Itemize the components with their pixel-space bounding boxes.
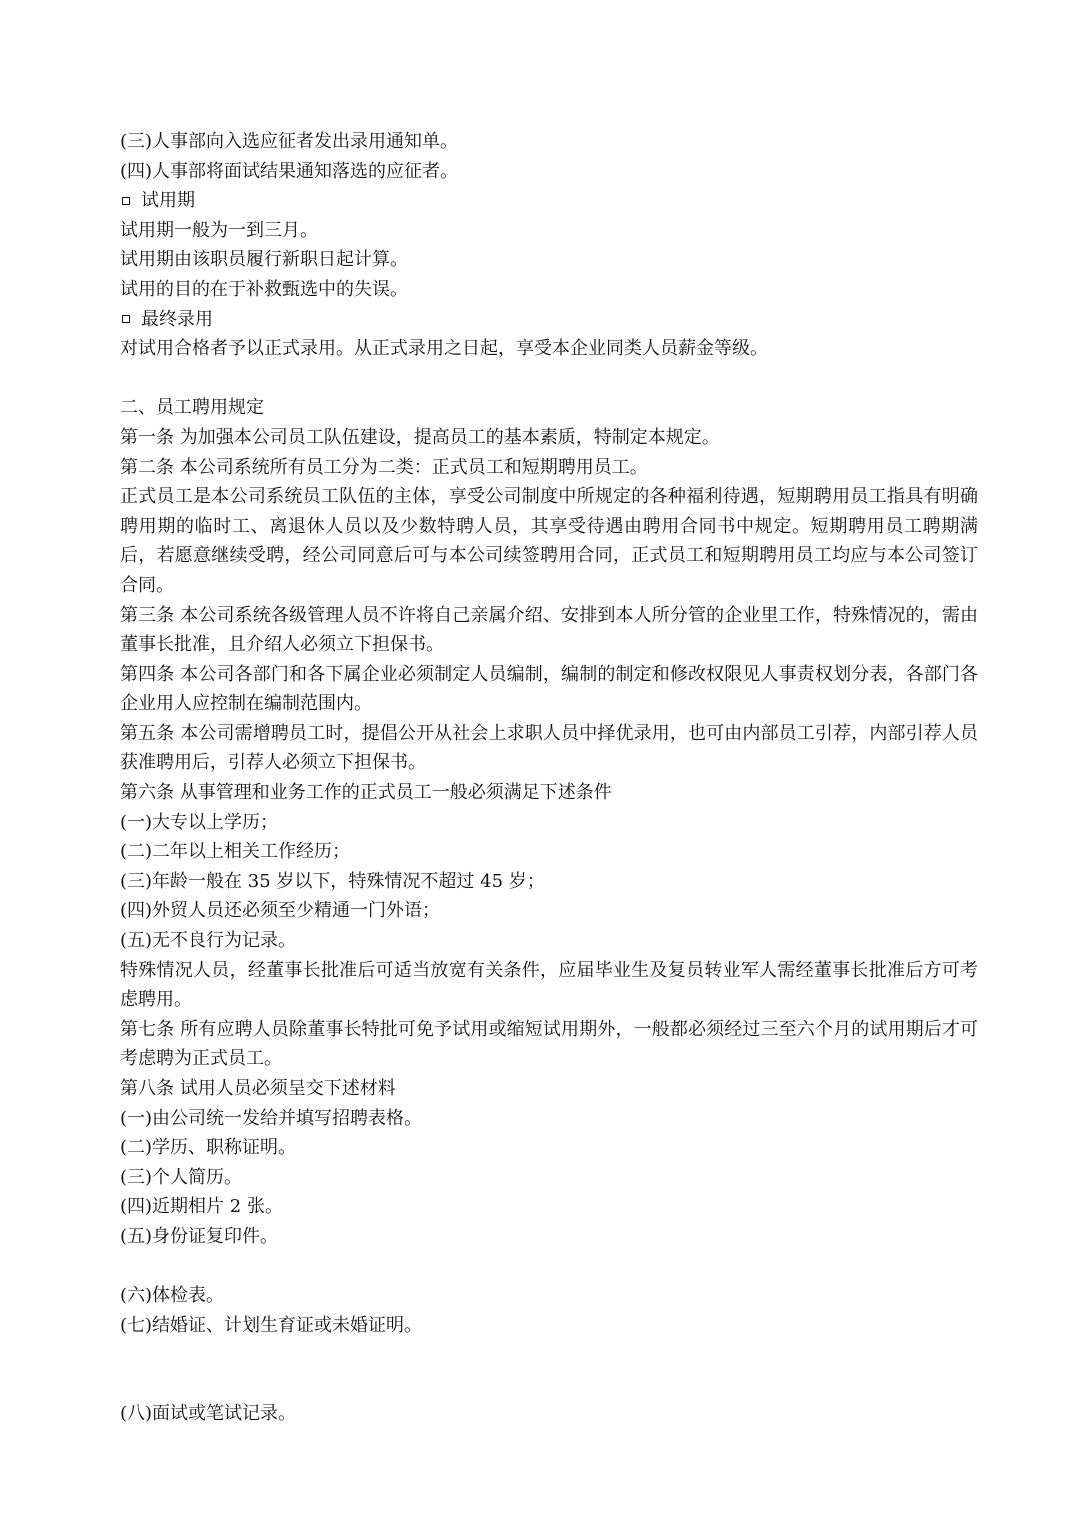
article-6-item: (五)无不良行为记录。 [120, 930, 297, 952]
final-heading-text: 最终录用 [141, 308, 213, 330]
article-6-item: (四)外贸人员还必须至少精通一门外语； [120, 900, 441, 922]
article-4: 第四条 本公司各部门和各下属企业必须制定人员编制，编制的制定和修改权限见人事责权划分表，各部门各企业用人应控制在编制范围内。 [120, 663, 978, 715]
article-8-item: (一)由公司统一发给并填写招聘表格。 [120, 1107, 423, 1129]
article-8-item: (七)结婚证、计划生育证或未婚证明。 [120, 1314, 423, 1336]
trial-line-3: 试用的目的在于补救甄选中的失误。 [120, 278, 408, 300]
article-6-item: (二)二年以上相关工作经历； [120, 841, 351, 863]
trial-line-2: 试用期由该职员履行新职日起计算。 [120, 249, 408, 271]
trial-heading-text: 试用期 [141, 190, 195, 212]
article-8-item: (二)学历、职称证明。 [120, 1137, 297, 1159]
article-2: 第二条 本公司系统所有员工分为二类：正式员工和短期聘用员工。 [120, 456, 648, 478]
intro-line-3: (三)人事部向入选应征者发出录用通知单。 [120, 131, 459, 152]
article-8: 第八条 试用人员必须呈交下述材料 [120, 1078, 396, 1099]
document-body [120, 127, 978, 1429]
article-8-item: (五)身份证复印件。 [120, 1225, 279, 1247]
trial-line-1: 试用期一般为一到三月。 [120, 219, 318, 241]
article-8-item: (三)个人简历。 [120, 1166, 243, 1188]
blank-line [120, 1252, 978, 1282]
square-bullet-icon [122, 197, 130, 205]
article-3: 第三条 本公司系统各级管理人员不许将自己亲属介绍、安排到本人所分管的企业里工作，特殊情况的，需由董事长批准，且介绍人必须立下担保书。 [120, 604, 978, 656]
article-6-item: (三)年龄一般在 35 岁以下，特殊情况不超过 45 岁； [120, 870, 545, 892]
article-2-detail: 正式员工是本公司系统员工队伍的主体，享受公司制度中所规定的各种福利待遇，短期聘用员工指具有明确聘用期的临时工、离退休人员以及少数特聘人员，其享受待遇由聘用合同书中规定。短期聘用员工聘期满后，若愿意继续受聘，经公司同意后可与本公司续签聘用合同，正式员工和短期聘用员工均应与本公司签订合同。 [120, 486, 978, 596]
final-heading [120, 305, 978, 335]
blank-lines [120, 1340, 978, 1399]
article-5: 第五条 本公司需增聘员工时，提倡公开从社会上求职人员中择优录用，也可由内部员工引荐，内部引荐人员获准聘用后，引荐人必须立下担保书。 [120, 722, 978, 774]
square-bullet-icon [122, 315, 130, 323]
article-6-note: 特殊情况人员，经董事长批准后可适当放宽有关条件，应届毕业生及复员转业军人需经董事长批准后方可考虑聘用。 [120, 959, 978, 1011]
article-8-item-last: (八)面试或笔试记录。 [120, 1403, 297, 1425]
article-8-item: (六)体检表。 [120, 1285, 225, 1307]
intro-line-4: (四)人事部将面试结果通知落选的应征者。 [120, 160, 459, 182]
blank-line [120, 364, 978, 394]
article-7: 第七条 所有应聘人员除董事长特批可免予试用或缩短试用期外，一般都必须经过三至六个月的试用期后才可考虑聘为正式员工。 [120, 1018, 978, 1070]
article-6-item: (一)大专以上学历； [120, 811, 279, 833]
article-6: 第六条 从事管理和业务工作的正式员工一般必须满足下述条件 [120, 782, 612, 804]
article-1: 第一条 为加强本公司员工队伍建设，提高员工的基本素质，特制定本规定。 [120, 426, 720, 448]
trial-heading [120, 186, 978, 216]
section-heading: 二、员工聘用规定 [120, 397, 264, 419]
article-8-item: (四)近期相片 2 张。 [120, 1196, 283, 1218]
final-text: 对试用合格者予以正式录用。从正式录用之日起，享受本企业同类人员薪金等级。 [120, 338, 768, 360]
